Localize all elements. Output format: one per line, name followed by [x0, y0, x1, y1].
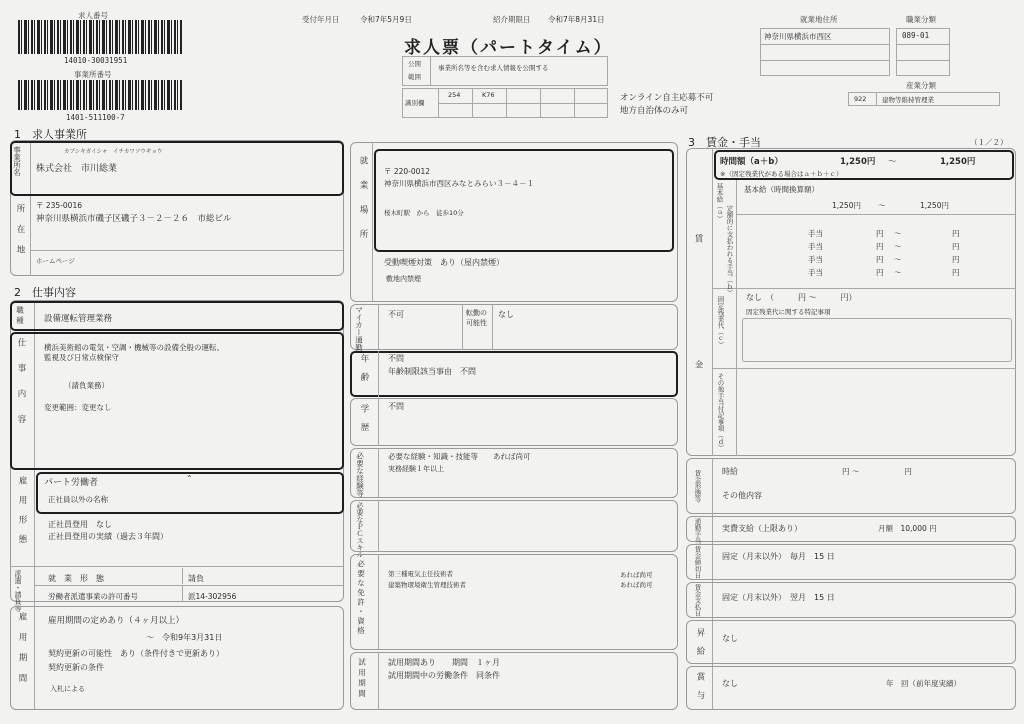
employment-type: パート労働者: [44, 478, 99, 488]
permit-number: 派14-302956: [188, 592, 237, 601]
base-min: 1,250円: [832, 201, 861, 210]
work-style-label: 就 業 形 態: [48, 574, 104, 583]
id-code1: 254: [448, 91, 461, 99]
job-number: 14010-30031951: [64, 56, 128, 65]
d-label: その他手当付記事項（ｄ）: [716, 373, 725, 451]
exp-detail: 実務経験１年以上: [388, 465, 444, 473]
base-label: 基本給（時間換算額）: [744, 185, 819, 194]
hourly-max: 1,250円: [940, 157, 976, 167]
office-number-barcode: [18, 80, 182, 110]
place-postal: 〒 220-0012: [384, 167, 430, 176]
bonus-times: 年 回（前年度実績）: [886, 679, 961, 688]
exp-label: 必要な経験等: [355, 452, 365, 497]
renewal: 契約更新の可能性 あり（条件付きで更新あり）: [48, 649, 224, 658]
allowance-yen-1b: 円: [952, 229, 960, 238]
close-frame: [686, 544, 1016, 580]
homepage-link[interactable]: ホームページ: [36, 257, 75, 265]
industry-value: 建物等維持管理業: [882, 96, 934, 104]
work-line2: 監視及び日常点検保守: [44, 353, 119, 362]
allowance-yen-4: 円: [876, 268, 884, 277]
page-indicator: （１／２）: [970, 138, 1008, 147]
period-type: 雇用期間の定めあり（４ヶ月以上）: [48, 616, 185, 626]
fixed-ot-value: なし （ 円 ～ 円）: [746, 293, 857, 302]
trial-cond: 試用期間中の労働条件 同条件: [388, 671, 500, 680]
occupation: 設備運転管理業務: [44, 314, 113, 324]
publication-label1: 公開: [408, 60, 421, 68]
wage-form-label: 賃金形態等: [693, 470, 702, 503]
publication-label2: 範囲: [408, 73, 421, 81]
allowance-yen-2b: 円: [952, 242, 960, 251]
age-value: 不問: [388, 354, 404, 363]
smoking-label: 受動喫煙対策 あり（屋内禁煙）: [384, 258, 504, 267]
hourly-note: ※（固定残業代がある場合はａ＋ｂ＋ｃ）: [720, 170, 843, 178]
work-line3: （請負業務）: [64, 381, 109, 390]
base-max: 1,250円: [920, 201, 949, 210]
allowance-yen-1: 円: [876, 229, 884, 238]
base-tilde: ～: [878, 201, 886, 210]
exp-value: 必要な経験・知識・技能等 あれば尚可: [388, 452, 531, 461]
job-number-barcode: [18, 20, 182, 54]
work-label: 仕事内容: [16, 338, 26, 440]
pc-frame: [350, 500, 678, 552]
b-label: 定額的に支払われる手当（ｂ）: [725, 205, 734, 296]
license1-req: あれば尚可: [620, 571, 653, 579]
pay-value: 固定（月末以外） 翌月 15 日: [722, 593, 835, 602]
license2-req: あれば尚可: [620, 581, 653, 589]
age-reason: 年齢制限該当事由 不問: [388, 367, 476, 376]
transfer-value: なし: [498, 310, 514, 319]
station: 桜木町駅 から 徒歩10分: [384, 209, 464, 217]
industry-label: 産業分類: [906, 81, 936, 90]
pay-label: 賃金支払日: [693, 584, 702, 617]
place-highlight: [374, 149, 674, 252]
company-name: 株式会社 市川総業: [36, 164, 118, 174]
company-label: 事業所名: [12, 146, 22, 176]
car-value: 不可: [388, 310, 404, 319]
c-label: 固定残業代（ｃ）: [716, 296, 725, 348]
commute-month: 月額 10,000 円: [878, 524, 937, 533]
occupation-label: 職種: [15, 306, 25, 327]
employment-dropdown-icon: ⌃: [186, 474, 193, 483]
trial-label: 試用期間: [357, 658, 367, 700]
workplace-label: 就業地住所: [800, 15, 838, 24]
job-class-value: 089-01: [902, 31, 930, 40]
id-code2: K76: [482, 91, 495, 99]
referral-date: 令和7年8月31日: [548, 15, 605, 24]
bonus-value: なし: [722, 679, 738, 688]
a-label: 基本給（ａ）: [715, 183, 724, 222]
fixed-ot-note-box: [742, 318, 1012, 362]
section3-title: 3 賃金・手当: [688, 136, 761, 149]
close-label: 賃金締切日: [693, 546, 702, 579]
wage-form: 時給: [722, 467, 738, 476]
received-label: 受付年月日: [302, 15, 340, 24]
job-number-label: 求人番号: [78, 11, 108, 20]
smoking-detail: 敷地内禁煙: [386, 275, 421, 283]
publication-value: 事業所名等を含む求人情報を公開する: [438, 64, 549, 72]
office-number-label: 事業所番号: [74, 70, 112, 79]
workplace-value: 神奈川県横浜市西区: [764, 32, 832, 41]
fixed-ot-note: 固定残業代に関する特記事項: [746, 308, 831, 316]
work-line4: 変更範囲：変更なし: [44, 403, 112, 412]
transfer-label: 転勤の可能性: [466, 309, 487, 327]
allowance-label-2: 手当: [808, 242, 823, 251]
section2-title: 2 仕事内容: [14, 286, 76, 299]
allowance-label-4: 手当: [808, 268, 823, 277]
place-label: 就業場所: [358, 156, 368, 254]
industry-code: 922: [854, 95, 867, 103]
trial-value: 試用期間あり 期間 １ヶ月: [388, 658, 500, 667]
allowance-tilde-2: ～: [894, 242, 902, 251]
period-until: ～ 令和9年3月31日: [146, 633, 223, 642]
work-line1: 横浜美術館の電気・空調・機械等の設備全般の運転、: [44, 343, 224, 352]
bonus-label: 賞与: [695, 672, 705, 709]
company-kana: カブシキガイシャ イチカワソウギョウ: [64, 149, 163, 155]
id-label: 識別欄: [405, 99, 425, 107]
address-label: 所在地: [15, 204, 25, 266]
allowance-tilde-4: ～: [894, 268, 902, 277]
renewal-note: 入札による: [50, 685, 85, 693]
wage-form-range: 円 ～ 円: [842, 467, 912, 476]
raise-label: 昇給: [695, 628, 705, 665]
non-regular-name: 正社員以外の名称: [48, 495, 108, 504]
age-label: 年齢: [359, 354, 369, 391]
period-label: 雇用期間: [17, 612, 27, 694]
work-style: 請負: [188, 574, 204, 583]
edu-label: 学歴: [359, 404, 369, 441]
hourly-min: 1,250円: [840, 157, 876, 167]
permit-label: 労働者派遣事業の許可番号: [48, 592, 138, 601]
job-class-label: 職業分類: [906, 15, 936, 24]
online-note1: オンライン自主応募不可: [620, 93, 714, 103]
license2: 建築物環境衛生管理技術者: [388, 581, 466, 589]
place-address: 神奈川県横浜市西区みなとみらい３－４－１: [384, 179, 534, 188]
allowance-tilde-1: ～: [894, 229, 902, 238]
renewal-cond: 契約更新の条件: [48, 663, 104, 672]
license-label: 必要な免許・資格: [356, 560, 366, 636]
wage-label1: 賃: [693, 234, 703, 249]
received-date: 令和7年5月9日: [360, 15, 412, 24]
regular-hire: 正社員登用 なし: [48, 520, 112, 529]
allowance-label-1: 手当: [808, 229, 823, 238]
close-value: 固定（月末以外） 毎月 15 日: [722, 552, 835, 561]
commute-label: 通勤手当: [693, 518, 702, 544]
online-note2: 地方自治体のみ可: [620, 106, 689, 116]
edu-value: 不問: [388, 402, 404, 411]
allowance-yen-3: 円: [876, 255, 884, 264]
allowance-tilde-3: ～: [894, 255, 902, 264]
address: 神奈川県横浜市磯子区磯子３－２－２６ 市総ビル: [36, 214, 232, 224]
license1: 第三種電気主任技術者: [388, 570, 453, 578]
wage-form-other: その他内容: [722, 491, 762, 500]
allowance-label-3: 手当: [808, 255, 823, 264]
allowance-yen-4b: 円: [952, 268, 960, 277]
employment-label: 雇用形態: [17, 476, 27, 554]
wage-label2: 金: [693, 360, 703, 375]
commute-value: 実費支給（上限あり）: [722, 524, 802, 533]
page-title: 求人票（パートタイム）: [404, 38, 613, 58]
postal: 〒 235-0016: [36, 201, 82, 210]
section1-title: 1 求人事業所: [14, 128, 87, 141]
regular-hire-record: 正社員登用の実績（過去３年間）: [48, 532, 168, 541]
hourly-tilde: ～: [888, 157, 897, 167]
allowance-yen-3b: 円: [952, 255, 960, 264]
allowance-yen-2: 円: [876, 242, 884, 251]
office-number: 1401-511100-7: [66, 113, 125, 122]
pc-label: 必要なＰＣスキル: [356, 502, 364, 558]
referral-label: 紹介期限日: [493, 15, 531, 24]
hourly-label: 時間額（a＋b）: [720, 157, 783, 167]
raise-value: なし: [722, 634, 738, 643]
car-label: マイカー通勤: [354, 306, 364, 351]
dispatch-label: 派遣・請負等: [14, 570, 22, 612]
